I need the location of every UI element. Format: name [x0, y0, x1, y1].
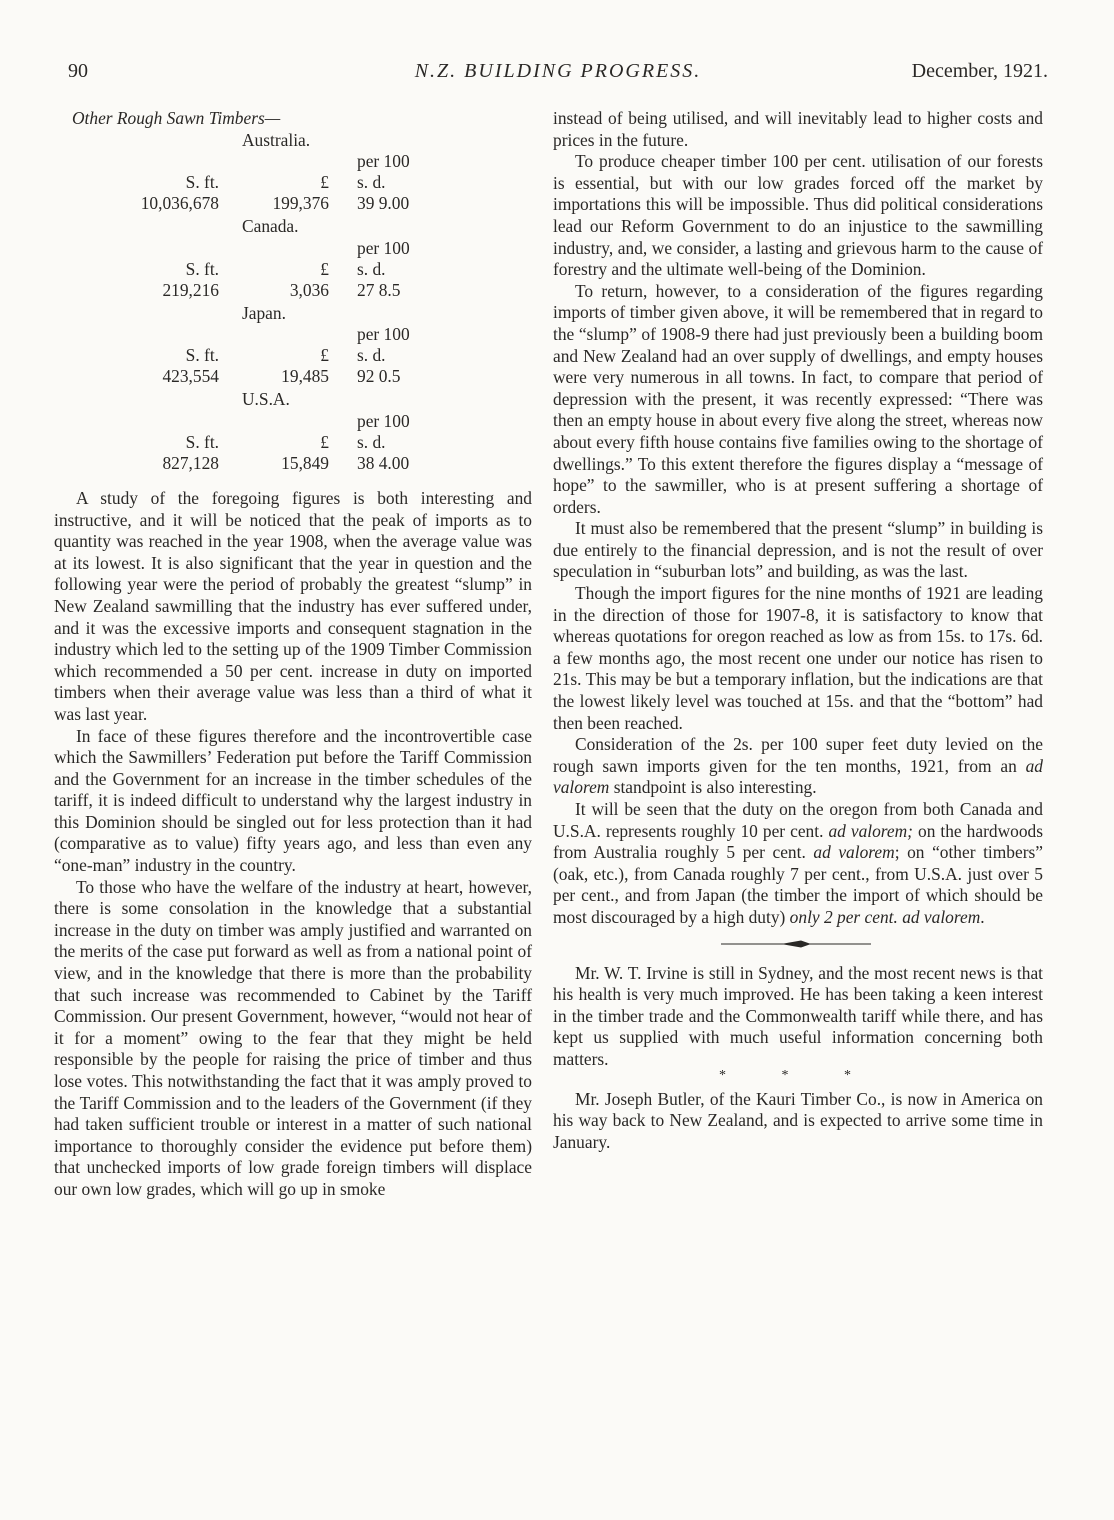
unit-pounds: £: [320, 258, 329, 279]
quantity-cell: 10,036,678: [140, 193, 219, 214]
country-heading: Australia.: [242, 129, 311, 150]
unit-pounds: £: [320, 172, 329, 193]
value-cell: 199,376: [272, 193, 329, 214]
paragraph-duty-consideration: Consideration of the 2s. per 100 super feet duty levied on the rough sawn imports given for the ten months, 1921, from an ad valorem standpoint is also interesting.: [553, 734, 1043, 798]
per-hundred-label: per 100: [357, 324, 410, 345]
rate-cell: 92 0.5: [357, 366, 401, 387]
unit-pounds: £: [320, 345, 329, 366]
unit-square-feet: S. ft.: [185, 172, 219, 193]
quantity-cell: 827,128: [162, 452, 219, 473]
paragraph-oregon-duty: It will be seen that the duty on the oregon from both Canada and U.S.A. represents roughly 10 per cent. ad valorem; on the hardwoods from Australia roughly 5 per cent. ad valorem; on “other timbers” (oak, etc.), from Canada roughly 7 per cent., from U.S.A. just over 5 per cent., and from Japan (the timber the import of which should be most discouraged by a high duty) only 2 per cent. ad valorem.: [553, 799, 1043, 927]
left-column: [54, 108, 532, 1201]
quantity-cell: 219,216: [162, 279, 219, 300]
right-column: [553, 108, 1043, 1153]
unit-square-feet: S. ft.: [185, 258, 219, 279]
page-header: [68, 60, 1048, 90]
unit-pounds: £: [320, 431, 329, 452]
unit-shillings-pence: s. d.: [357, 345, 386, 366]
paragraph-face-of-figures: In face of these figures therefore and the incontrovertible case which the Sawmillers’ Federation put before the Tariff Commission and the Government for an increase in the timber schedules of the tariff, it is indeed difficult to understand why the largest industry in this Dominion should be singled out for less protection than it had (comparative as to value) fifty years ago, and less than even any “one-man” industry in the country.: [54, 725, 532, 876]
unit-shillings-pence: s. d.: [357, 258, 386, 279]
paragraph-irvine-note: Mr. W. T. Irvine is still in Sydney, and the most recent news is that his health is very much improved. He has been taking a keen interest in the timber trade and the Commonwealth tariff while there, and has kept us supplied with much useful information concerning both matters.: [553, 962, 1043, 1069]
import-table-australia: [54, 130, 532, 217]
paragraph-slump-1908: To return, however, to a consideration of the figures regarding imports of timber given above, it will be remembered that in regard to the “slump” of 1908-9 there had just previously been a building boom and New Zealand had an over supply of dwellings, and empty houses were very numerous in all towns. In fact, to compare that period of depression with the present, it was recently expressed: “There was then an empty house in about every five along the street, whereas now about every fifth house contains five families owing to the shortage of dwellings.” To this extent therefore the figures display a “message of hope” to the sawmiller, who is at present suffering a shortage of orders.: [553, 280, 1043, 517]
country-heading: U.S.A.: [242, 389, 290, 410]
section-divider-ornament: [721, 939, 871, 949]
value-cell: 19,485: [281, 366, 329, 387]
asterism-separator: * * *: [719, 1067, 877, 1083]
paragraph-butler-note: Mr. Joseph Butler, of the Kauri Timber Co., is now in America on his way back to New Zealand, and is expected to arrive some time in January.: [553, 1088, 1043, 1152]
page-number: 90: [68, 60, 88, 82]
per-hundred-label: per 100: [357, 151, 410, 172]
unit-shillings-pence: s. d.: [357, 431, 386, 452]
unit-square-feet: S. ft.: [185, 345, 219, 366]
import-table-canada: [54, 216, 532, 303]
rate-cell: 39 9.00: [357, 193, 410, 214]
table-title: Other Rough Sawn Timbers—: [72, 108, 281, 128]
per-hundred-label: per 100: [357, 410, 410, 431]
country-heading: Canada.: [242, 216, 299, 237]
per-hundred-label: per 100: [357, 237, 410, 258]
paragraph-present-slump: It must also be remembered that the present “slump” in building is due entirely to the financial depression, and is not the result of over speculation in “suburban lots” and building, as was the last.: [553, 518, 1043, 582]
paragraph-continuation: instead of being utilised, and will inevitably lead to higher costs and prices in the future.: [553, 108, 1043, 150]
value-cell: 3,036: [289, 279, 329, 300]
rate-cell: 38 4.00: [357, 452, 410, 473]
paragraph-study-of-figures: A study of the foregoing figures is both interesting and instructive, and it will be noticed that the peak of imports as to quantity was reached in the year 1908, when the average value was at its lowest. It is also significant that the year in question and the following year were the period of probably the greatest “slump” in New Zealand sawmilling that the industry has ever suffered under, and it was the excessive imports and consequent stagnation in the industry which led to the setting up of the 1909 Timber Commission which recommended a 50 per cent. increase in duty on imported timbers when their average value was less than a third of what it was last year.: [54, 487, 532, 724]
rate-cell: 27 8.5: [357, 279, 401, 300]
value-cell: 15,849: [281, 452, 329, 473]
quantity-cell: 423,554: [162, 366, 219, 387]
paragraph-consolation: To those who have the welfare of the industry at heart, however, there is some consolation in the knowledge that a substantial increase in the duty on timber was amply justified and warranted on the merits of the case put forward as well as from a national point of view, and in the knowledge that there is more than the probability that such increase was recommended to Cabinet by the Tariff Commission. Our present Government, however, “would not hear of it for a moment” owing to the fear that they might be held responsible by the people for raising the price of timber and thus lose votes. This notwithstanding the fact that it was amply proved to the Tariff Commission and to the leaders of the Government (if they had taken sufficient trouble or interest in a matter of such national importance to thoroughly consider the evidence put before them) that unchecked imports of low grade foreign timbers will displace our own low grades, which will go up in smoke: [54, 876, 532, 1199]
unit-shillings-pence: s. d.: [357, 172, 386, 193]
paragraph-cheaper-timber: To produce cheaper timber 100 per cent. utilisation of our forests is essential, but with our low grades forced off the market by importations this will be impossible. Thus did political considerations lead our Reform Government to do an injustice to the sawmilling industry, and, we consider, a lasting and grievous harm to the cause of forestry and the ultimate well-being of the Dominion.: [553, 151, 1043, 280]
journal-title: N.Z. BUILDING PROGRESS.: [414, 60, 702, 82]
paragraph-import-figures: Though the import figures for the nine months of 1921 are leading in the direction of those for 1907-8, it is satisfactory to know that whereas quotations for oregon reached as low as from 15s. to 17s. 6d. a few months ago, the most recent one under our notice has risen to 21s. This may be but a temporary inflation, but the indications are that the lowest likely level was touched at 15s. and that the “bottom” had then been reached.: [553, 583, 1043, 733]
import-table-japan: [54, 303, 532, 390]
unit-square-feet: S. ft.: [185, 431, 219, 452]
issue-date: December, 1921.: [911, 60, 1048, 82]
country-heading: Japan.: [242, 302, 286, 323]
import-table-usa: [54, 389, 532, 488]
